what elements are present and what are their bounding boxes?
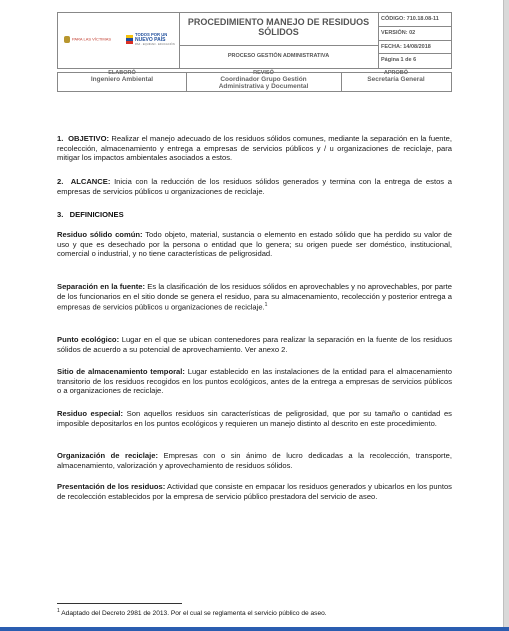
footnote-mark: 1 xyxy=(57,608,60,614)
footnote-ref: 1 xyxy=(264,302,268,309)
reviso-cell xyxy=(186,70,342,91)
elaboro-label: ELABORÓ xyxy=(108,70,136,76)
section-alcance xyxy=(57,177,452,196)
section-label: OBJETIVO: xyxy=(68,134,110,143)
definition-term: Residuo especial: xyxy=(57,409,124,418)
definition-term: Separación en la fuente: xyxy=(57,282,146,291)
tricolor-icon xyxy=(126,35,133,44)
definition-text: Lugar establecido en las instalaciones de la entidad para el almacenamiento transitorio de los residuos recogidos en los puntos ecológicos, antes de la entrega a empresas de servicios públicos o a organizaciones de reciclaje. xyxy=(57,367,452,396)
coat-of-arms-icon xyxy=(64,36,70,43)
definition-item xyxy=(57,451,452,470)
page-number: Página 1 de 6 xyxy=(381,57,417,64)
section-number: 2. xyxy=(57,177,64,186)
definition-term: Presentación de los residuos: xyxy=(57,482,166,491)
definition-term: Sitio de almacenamiento temporal: xyxy=(57,367,185,376)
definition-text: Actividad que consiste en empacar los residuos generados y ubicarlos en los puntos de recolección establecidos por la empresa de servicio público prestadora del servicio de aseo. xyxy=(57,482,452,501)
elaboro-cell xyxy=(58,70,187,91)
definition-item xyxy=(57,335,452,354)
definition-term: Organización de reciclaje: xyxy=(57,451,158,460)
document-code: CÓDIGO: 710.18.08-11 xyxy=(378,13,451,27)
logo-line-3: PAZ · EQUIDAD · EDUCACIÓN xyxy=(135,42,175,46)
definition-item xyxy=(57,282,452,312)
control-info xyxy=(378,13,451,68)
aprobo-cell xyxy=(341,70,451,91)
definition-item xyxy=(57,367,452,396)
definition-text: Es la clasificación de los residuos sólidos en aprovechables y no aprovechables, por parte de los funcionarios en el sitio donde se genera el residuo, para su almacenamiento, recolección y posterior entrega a empresas de servicios públicos u organizaciones de reciclaje. xyxy=(57,282,452,312)
definition-item xyxy=(57,409,452,428)
document-version: VERSIÓN: 02 xyxy=(378,27,451,41)
aprobo-label: APROBÓ xyxy=(383,70,409,76)
definition-text: Son aquellos residuos sin características de peligrosidad, que por su tamaño o cantidad es imposible depositarlos en los puntos ecológicos y requieren un manejo distinto al descrito en este procedimiento. xyxy=(57,409,452,428)
footnote-separator xyxy=(57,603,182,604)
reviso-value-2: Administrativa y Documental xyxy=(218,82,309,90)
definition-text: Todo objeto, material, sustancia o elemento en estado sólido que ha perdido su valor de uso y que es desechado por la persona o entidad que lo genera; su origen puede ser doméstico, institucional, comercial o industrial, y no tiene características de peligrosidad. xyxy=(57,230,452,259)
definiciones-heading: 3. DEFINICIONES xyxy=(57,210,124,219)
section-text: Inicia con la reducción de los residuos sólidos generados y termina con la entrega de estos a empresas de servicios públicos u organizaciones de reciclaje. xyxy=(57,177,452,196)
process-name: PROCESO GESTIÓN ADMINISTRATIVA xyxy=(227,53,330,59)
logo-line-1: TODOS POR UN xyxy=(135,32,168,37)
reviso-label: REVISÓ xyxy=(253,70,274,76)
document-header xyxy=(57,12,452,69)
section-text: Realizar el manejo adecuado de los residuos sólidos comunes, mediante la separación en la fuente, recolección, almacenamiento y entrega a empresas de servicios públicos y / u organizaciones de reciclaje, para mitigar los impactos ambientales asociados a estos. xyxy=(57,134,452,163)
definition-item xyxy=(57,230,452,259)
definition-text: Lugar en el que se ubican contenedores para realizar la separación en la fuente de los residuos sólidos de acuerdo a su potencial de aprovechamiento. Ver anexo 2. xyxy=(57,335,452,354)
section-objetivo xyxy=(57,134,452,163)
page-bottom-border xyxy=(0,627,509,631)
approval-table xyxy=(57,72,452,92)
document-title: PROCEDIMIENTO MANEJO DE RESIDUOS SÓLIDOS xyxy=(179,13,378,46)
definition-text: Empresas con o sin ánimo de lucro dedicadas a la recolección, transporte, almacenamiento, valorización y aprovechamiento de residuos sólidos. xyxy=(57,451,452,470)
definition-term: Punto ecológico: xyxy=(57,335,120,344)
window-edge xyxy=(503,0,509,631)
reviso-value-1: Coordinador Grupo Gestión xyxy=(220,76,307,83)
document-date: FECHA: 14/08/2018 xyxy=(378,41,451,55)
footnote xyxy=(57,608,327,617)
footnote-text: Adaptado del Decreto 2981 de 2013. Por el cual se reglamenta el servicio público de aseo. xyxy=(61,610,327,618)
section-number: 1. xyxy=(57,134,64,143)
elaboro-value: Ingeniero Ambiental xyxy=(90,76,154,83)
logo-line-2: NUEVO PAÍS xyxy=(135,36,166,43)
logos-cell xyxy=(58,13,180,68)
aprobo-value: Secretaría General xyxy=(367,76,425,83)
victims-unit-logo: PARA LAS VÍCTIMAS xyxy=(64,36,111,43)
title-cell xyxy=(179,13,379,68)
definition-term: Residuo sólido común: xyxy=(57,230,143,239)
definition-item xyxy=(57,482,452,501)
section-label: ALCANCE: xyxy=(70,177,111,186)
